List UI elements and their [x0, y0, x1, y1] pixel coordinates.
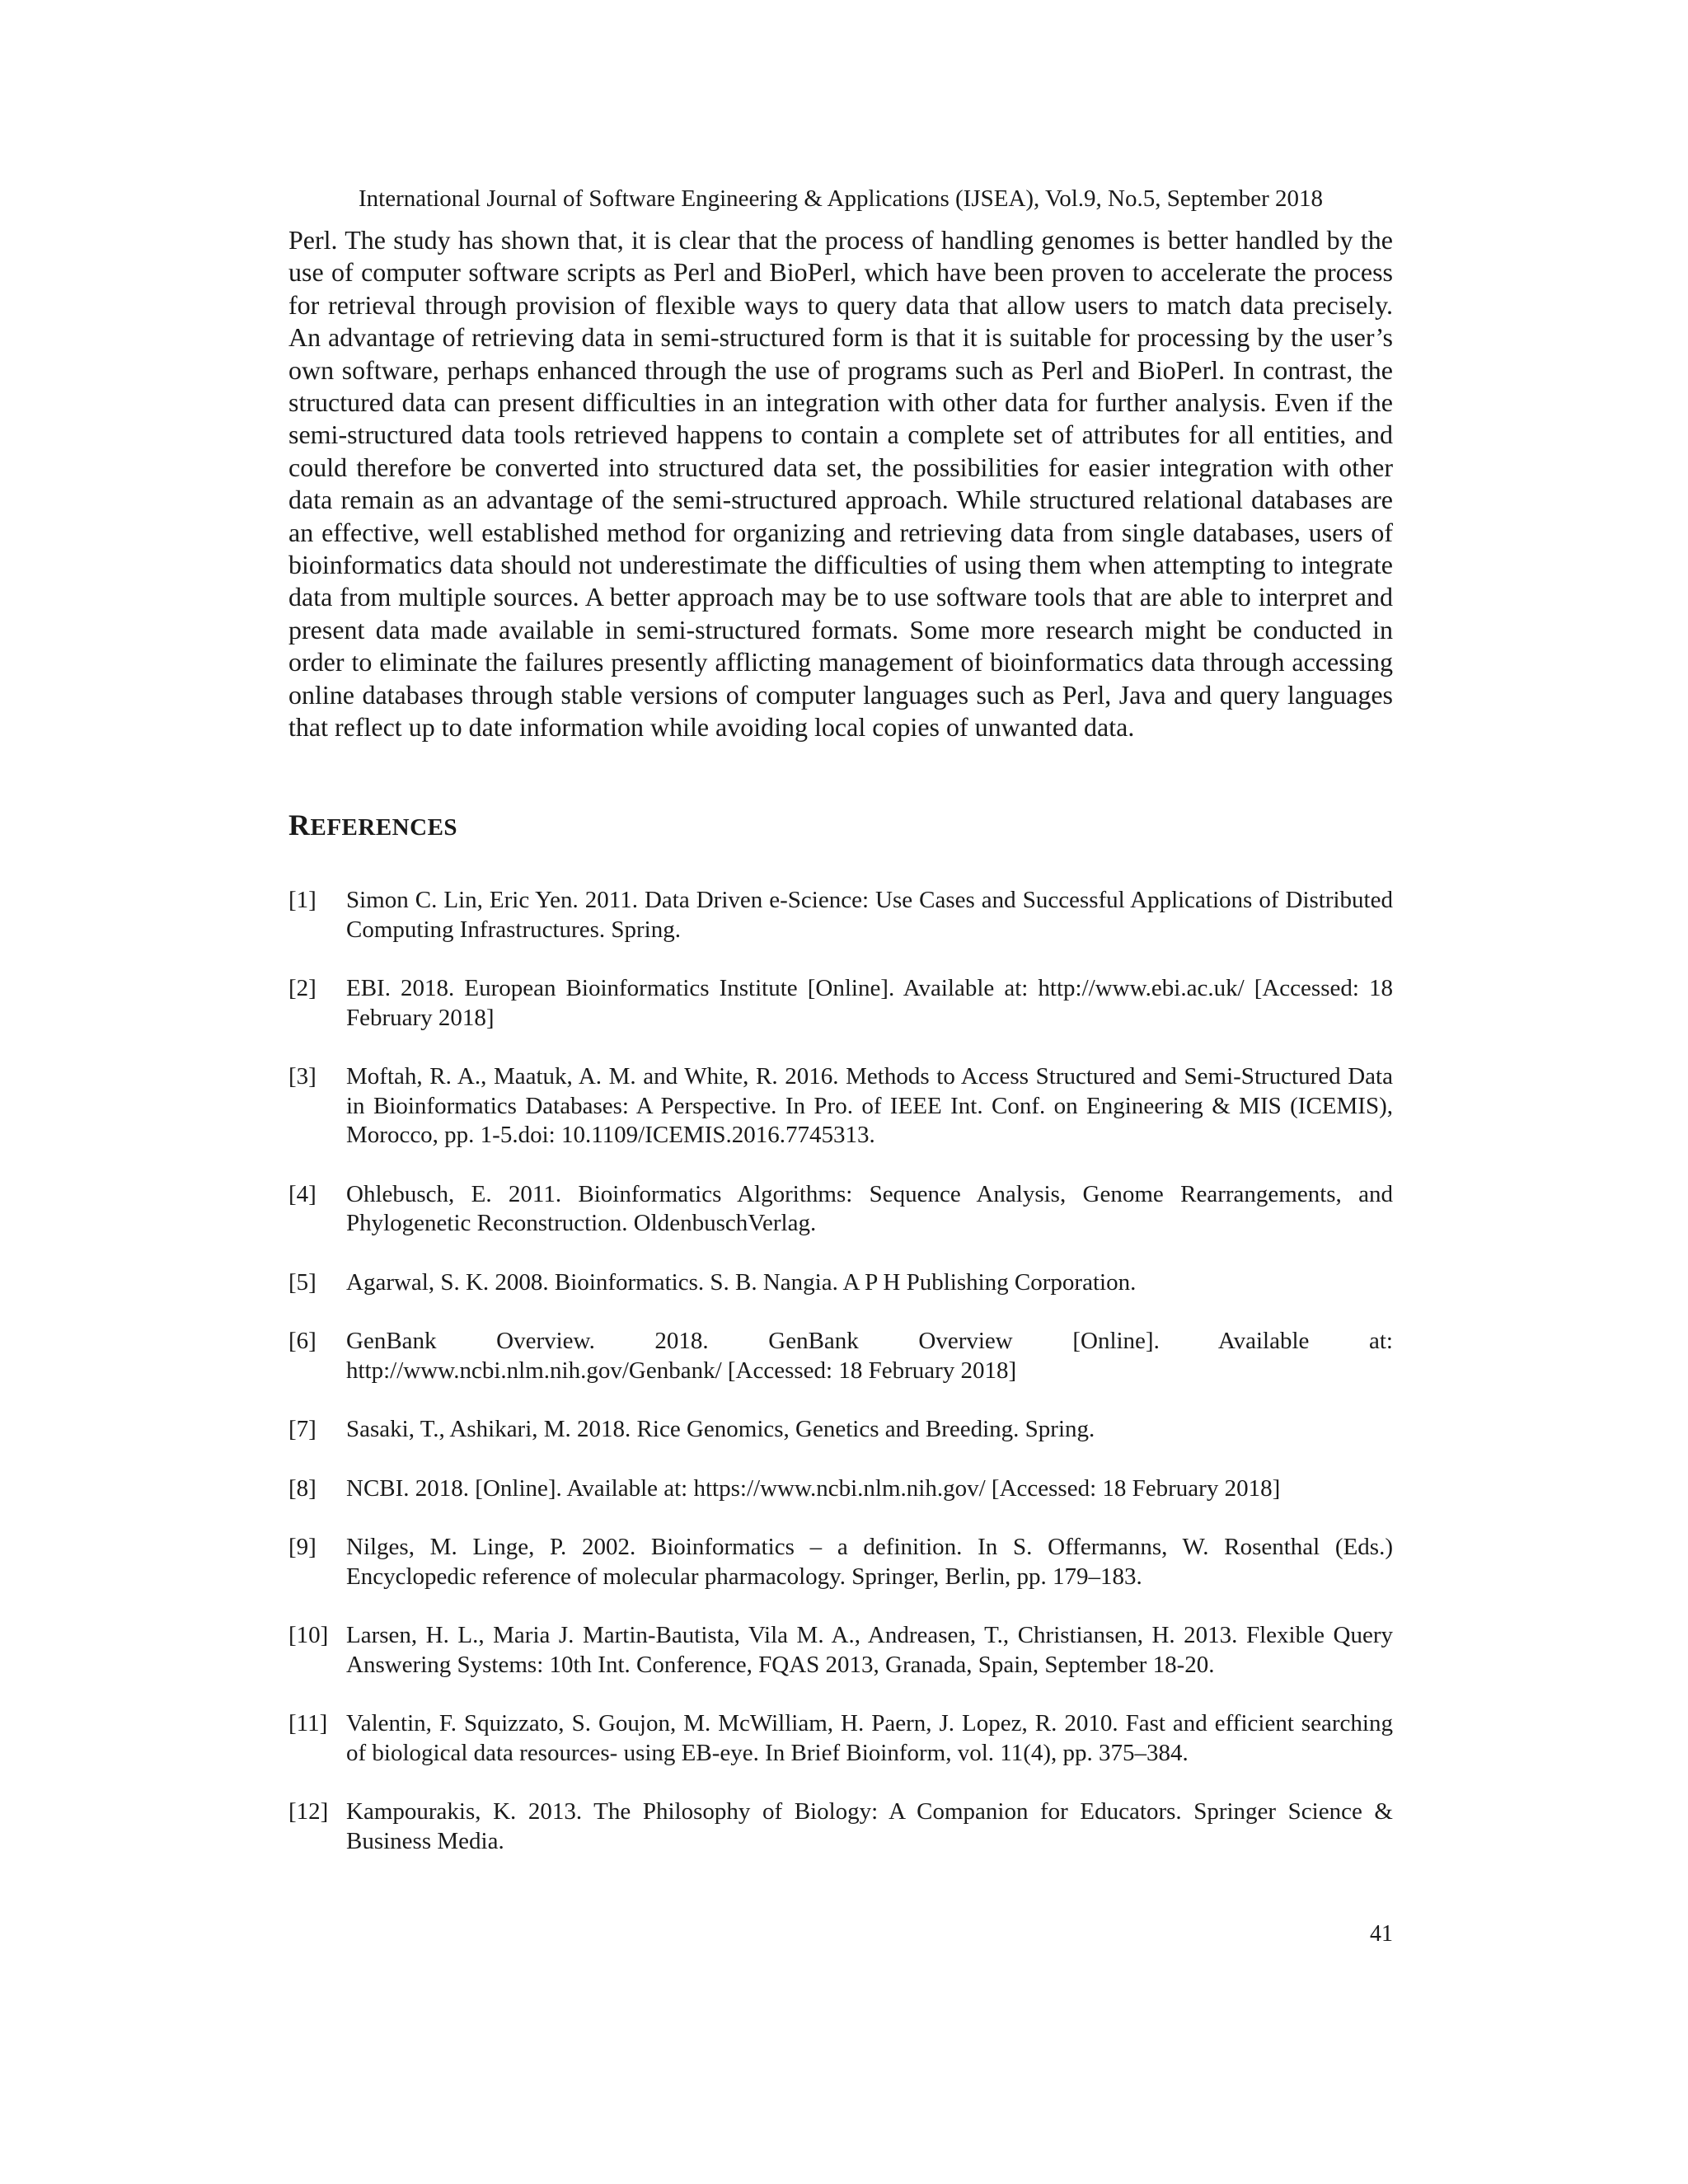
references-list	[288, 886, 1393, 1886]
conclusion-paragraph: Perl. The study has shown that, it is clear that the process of handling genomes is better handled by the use of computer software scripts as Perl and BioPerl, which have been proven to accelerate the process for retrieval through provision of flexible ways to query data that allow users to match data precisely. An advantage of retrieving data in semi-structured form is that it is suitable for processing by the user’s own software, perhaps enhanced through the use of programs such as Perl and BioPerl. In contrast, the structured data can present difficulties in an integration with other data for further analysis. Even if the semi-structured data tools retrieved happens to contain a complete set of attributes for all entities, and could therefore be converted into structured data set, the possibilities for easier integration with other data remain as an advantage of the semi-structured approach. While structured relational databases are an effective, well established method for organizing and retrieving data from single databases, users of bioinformatics data should not underestimate the difficulties of using them when attempting to integrate data from multiple sources. A better approach may be to use software tools that are able to interpret and present data made available in semi-structured formats. Some more research might be conducted in order to eliminate the failures presently afflicting management of bioinformatics data through accessing online databases through stable versions of computer languages such as Perl, Java and query languages that reflect up to date information while avoiding local copies of unwanted data.	[288, 225, 1393, 743]
reference-item	[288, 1474, 1393, 1504]
references-heading	[288, 810, 457, 842]
page-number: 41	[1370, 1921, 1393, 1947]
reference-text: Moftah, R. A., Maatuk, A. M. and White, R. 2016. Methods to Access Structured and Semi-Structured Data in Bioinformatics Databases: A Perspective. In Pro. of IEEE Int. Conf. on Engineering & MIS (ICEMIS), Morocco, pp. 1-5.doi: 10.1109/ICEMIS.2016.7745313.	[346, 1063, 1393, 1148]
reference-number: [12]	[288, 1798, 329, 1825]
reference-number: [6]	[288, 1328, 316, 1354]
reference-number: [11]	[288, 1710, 328, 1736]
reference-item	[288, 1062, 1393, 1151]
reference-item	[288, 1268, 1393, 1298]
reference-item	[288, 974, 1393, 1033]
reference-number: [9]	[288, 1534, 316, 1560]
reference-item	[288, 886, 1393, 944]
reference-number: [4]	[288, 1180, 316, 1207]
reference-item	[288, 1797, 1393, 1856]
reference-number: [3]	[288, 1063, 316, 1090]
references-heading-initial: R	[288, 808, 311, 841]
reference-text: EBI. 2018. European Bioinformatics Institute [Online]. Available at: http://www.ebi.ac.uk/ [Accessed: 18 February 2018]	[346, 975, 1393, 1031]
reference-number: [1]	[288, 887, 316, 913]
references-heading-rest: EFERENCES	[310, 814, 458, 841]
reference-text: Ohlebusch, E. 2011. Bioinformatics Algorithms: Sequence Analysis, Genome Rearrangements, and Phylogenetic Reconstruction. OldenbuschVerlag.	[346, 1180, 1393, 1236]
reference-number: [5]	[288, 1268, 316, 1296]
reference-number: [2]	[288, 975, 316, 1001]
reference-text: Valentin, F. Squizzato, S. Goujon, M. McWilliam, H. Paern, J. Lopez, R. 2010. Fast and efficient searching of biological data resources- using EB-eye. In Brief Bioinform, vol. 11(4), pp. 375–384.	[346, 1710, 1393, 1766]
reference-number: [7]	[288, 1416, 316, 1442]
reference-text: Simon C. Lin, Eric Yen. 2011. Data Driven e-Science: Use Cases and Successful Applications of Distributed Computing Infrastructures. Spring.	[346, 887, 1393, 943]
reference-item	[288, 1709, 1393, 1768]
reference-text: Agarwal, S. K. 2008. Bioinformatics. S. B. Nangia. A P H Publishing Corporation.	[346, 1268, 1137, 1296]
reference-item	[288, 1533, 1393, 1591]
reference-item	[288, 1415, 1393, 1445]
reference-text: Larsen, H. L., Maria J. Martin-Bautista, Vila M. A., Andreasen, T., Christiansen, H. 2013. Flexible Query Answering Systems: 10th Int. Conference, FQAS 2013, Granada, Spain, September 18-20.	[346, 1622, 1393, 1678]
reference-number: [8]	[288, 1474, 316, 1502]
reference-item	[288, 1327, 1393, 1385]
reference-item	[288, 1621, 1393, 1680]
reference-text: Kampourakis, K. 2013. The Philosophy of Biology: A Companion for Educators. Springer Science & Business Media.	[346, 1798, 1393, 1854]
reference-number: [10]	[288, 1622, 329, 1648]
reference-text: Sasaki, T., Ashikari, M. 2018. Rice Genomics, Genetics and Breeding. Spring.	[346, 1416, 1095, 1442]
reference-item	[288, 1180, 1393, 1239]
running-header: International Journal of Software Engineering & Applications (IJSEA), Vol.9, No.5, September 2018	[359, 185, 1323, 212]
reference-text: Nilges, M. Linge, P. 2002. Bioinformatics – a definition. In S. Offermanns, W. Rosenthal (Eds.) Encyclopedic reference of molecular pharmacology. Springer, Berlin, pp. 179–183.	[346, 1534, 1393, 1590]
reference-text: NCBI. 2018. [Online]. Available at: https://www.ncbi.nlm.nih.gov/ [Accessed: 18 February 2018]	[346, 1474, 1281, 1502]
reference-text: GenBank Overview. 2018. GenBank Overview [Online]. Available at: http://www.ncbi.nlm.nih.gov/Genbank/ [Accessed: 18 February 2018]	[346, 1328, 1393, 1384]
